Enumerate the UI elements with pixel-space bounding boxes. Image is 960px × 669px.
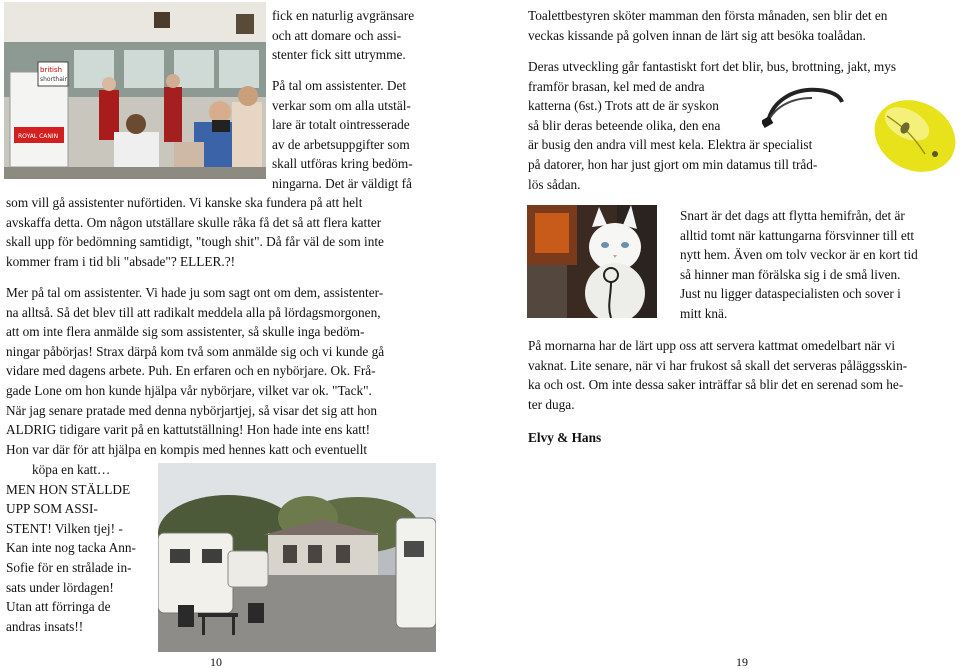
text-line: Toalettbestyren sköter mamman den första månaden, sen blir det en — [528, 8, 888, 23]
text-line: Deras utveckling går fantastiskt fort det blir, bus, brottning, jakt, mys — [528, 59, 897, 74]
text-line: lös sådan. — [528, 176, 581, 192]
sign-text: british — [40, 66, 63, 74]
paragraph-toilet — [528, 6, 887, 45]
text-line: vidare med dagens arbete. Puh. En erfaren och en nybörjare. Ok. Frå- — [6, 363, 376, 379]
page-number: 10 — [210, 655, 222, 669]
text-line: avskaffa detta. Om någon utställare skulle råka få det så att flera katter — [6, 214, 382, 230]
assistants-paragraph — [6, 193, 384, 271]
text-line: framför brasan, kel med de andra — [528, 78, 705, 94]
intro-right-column — [272, 6, 414, 65]
text-line: och att domare och assi- — [272, 27, 402, 43]
text-line: veckas kissande på golven innan de lärt sig att besöka toalådan. — [528, 27, 866, 43]
text-line: så blir deras beteende olika, den ena — [528, 117, 721, 133]
text-line: att om inte flera anmälde sig som assistenter, så skulle inga bedöm- — [6, 324, 365, 340]
text-line: ningarna. Det är väldigt få — [272, 175, 412, 191]
text-line: av de arbetsuppgifter som — [272, 136, 410, 152]
text-line: Hon var där för att hjälpa en kompis med hennes katt och eventuellt — [6, 441, 368, 457]
text-line: så hinner man förälska sig i de små liven. — [680, 266, 901, 282]
text-line: alltid tomt när kattungarna försvinner till ett — [680, 227, 915, 243]
text-line: UPP SOM ASSI- — [6, 501, 98, 517]
text-line: andras insats!! — [6, 618, 84, 634]
assistants-right-column — [272, 76, 413, 194]
text-line: verkar som om alla utstäl- — [272, 97, 411, 113]
text-line: På mornarna har de lärt upp oss att servera kattmat omedelbart när vi — [528, 338, 896, 353]
more-assistants-paragraph — [6, 283, 384, 459]
paragraph-mornings — [528, 336, 907, 414]
text-line: Just nu ligger dataspecialisten och sover i — [680, 286, 901, 302]
text-line: na alltså. Så det blev till att radikalt meddela alla på lördagsmorgonen, — [6, 304, 381, 320]
text-line: Mer på tal om assistenter. Vi hade ju som sagt ont om dem, assistenter- — [6, 285, 384, 300]
text-line: vaknat. Lite senare, när vi har frukost så skall det serveras påläggsskin- — [528, 357, 908, 373]
paragraph-moving — [680, 206, 918, 324]
text-line: köpa en katt… — [32, 462, 111, 477]
text-line: stenter fick sitt utrymme. — [272, 47, 406, 63]
text-line: ALDRIG tidigare varit på en kattutställning! Hon hade inte ens katt! — [6, 422, 371, 438]
text-line: När jag senare pratade med denna nybörjartjej, så visar det sig att hon — [6, 402, 378, 418]
booth-text: ROYAL CANIN — [18, 133, 59, 140]
text-line: nytt hem. Även om tolv veckor är en kort tid — [680, 247, 918, 263]
campsite-photo — [158, 463, 436, 652]
text-line: katterna (6st.) Trots att de är syskon — [528, 98, 719, 114]
text-line: mitt knä. — [680, 305, 728, 321]
text-line: ningar påbörjas! Strax därpå kom två som anmälde sig och vi kunde gå — [6, 343, 385, 359]
text-line: fick en naturlig avgränsare — [272, 8, 415, 23]
exhibition-hall-photo — [4, 2, 266, 179]
text-line: skall utföras kring bedöm- — [272, 156, 413, 172]
text-line: Sofie för en strålade in- — [6, 559, 132, 575]
text-line: Utan att förringa de — [6, 599, 111, 615]
signature: Elvy & Hans — [528, 430, 602, 445]
text-line: kommer fram i tid bli "absade"? ELLER.?! — [6, 253, 236, 269]
text-line: Kan inte nog tacka Ann- — [6, 540, 136, 556]
text-line: På tal om assistenter. Det — [272, 78, 407, 93]
text-line: ka och ost. Om inte dessa saker inträffar så blir det en serenad som he- — [528, 377, 904, 393]
narrow-column — [6, 460, 136, 636]
text-line: sats under lördagen! — [6, 579, 114, 595]
computer-mouse-image — [865, 94, 960, 180]
text-line: STENT! Vilken tjej! - — [6, 520, 123, 536]
text-line: gade Lone om hon kunde hjälpa vår nybörjare, vilket var ok. "Tack". — [6, 382, 372, 398]
text-line: MEN HON STÄLLDE — [6, 481, 131, 497]
cable-image — [762, 80, 846, 132]
text-line: Snart är det dags att flytta hemifrån, det är — [680, 208, 905, 223]
text-line: som vill gå assistenter nuförtiden. Vi kanske ska fundera på att helt — [6, 195, 363, 210]
sign-text-2: shorthair — [40, 76, 68, 83]
text-line: är busig den andra vill mest kela. Elektra är specialist — [528, 137, 813, 153]
right-page — [480, 0, 960, 669]
text-line: skall upp för bedömning samtidigt, "tough shit". Då får väl de som inte — [6, 234, 384, 250]
kitten-photo — [527, 205, 657, 318]
text-line: på datorer, hon har just gjort om min datamus till tråd- — [528, 156, 818, 172]
text-line: lare är totalt ointresserade — [272, 117, 410, 133]
page-number: 19 — [736, 655, 748, 669]
text-line: ter duga. — [528, 396, 575, 412]
